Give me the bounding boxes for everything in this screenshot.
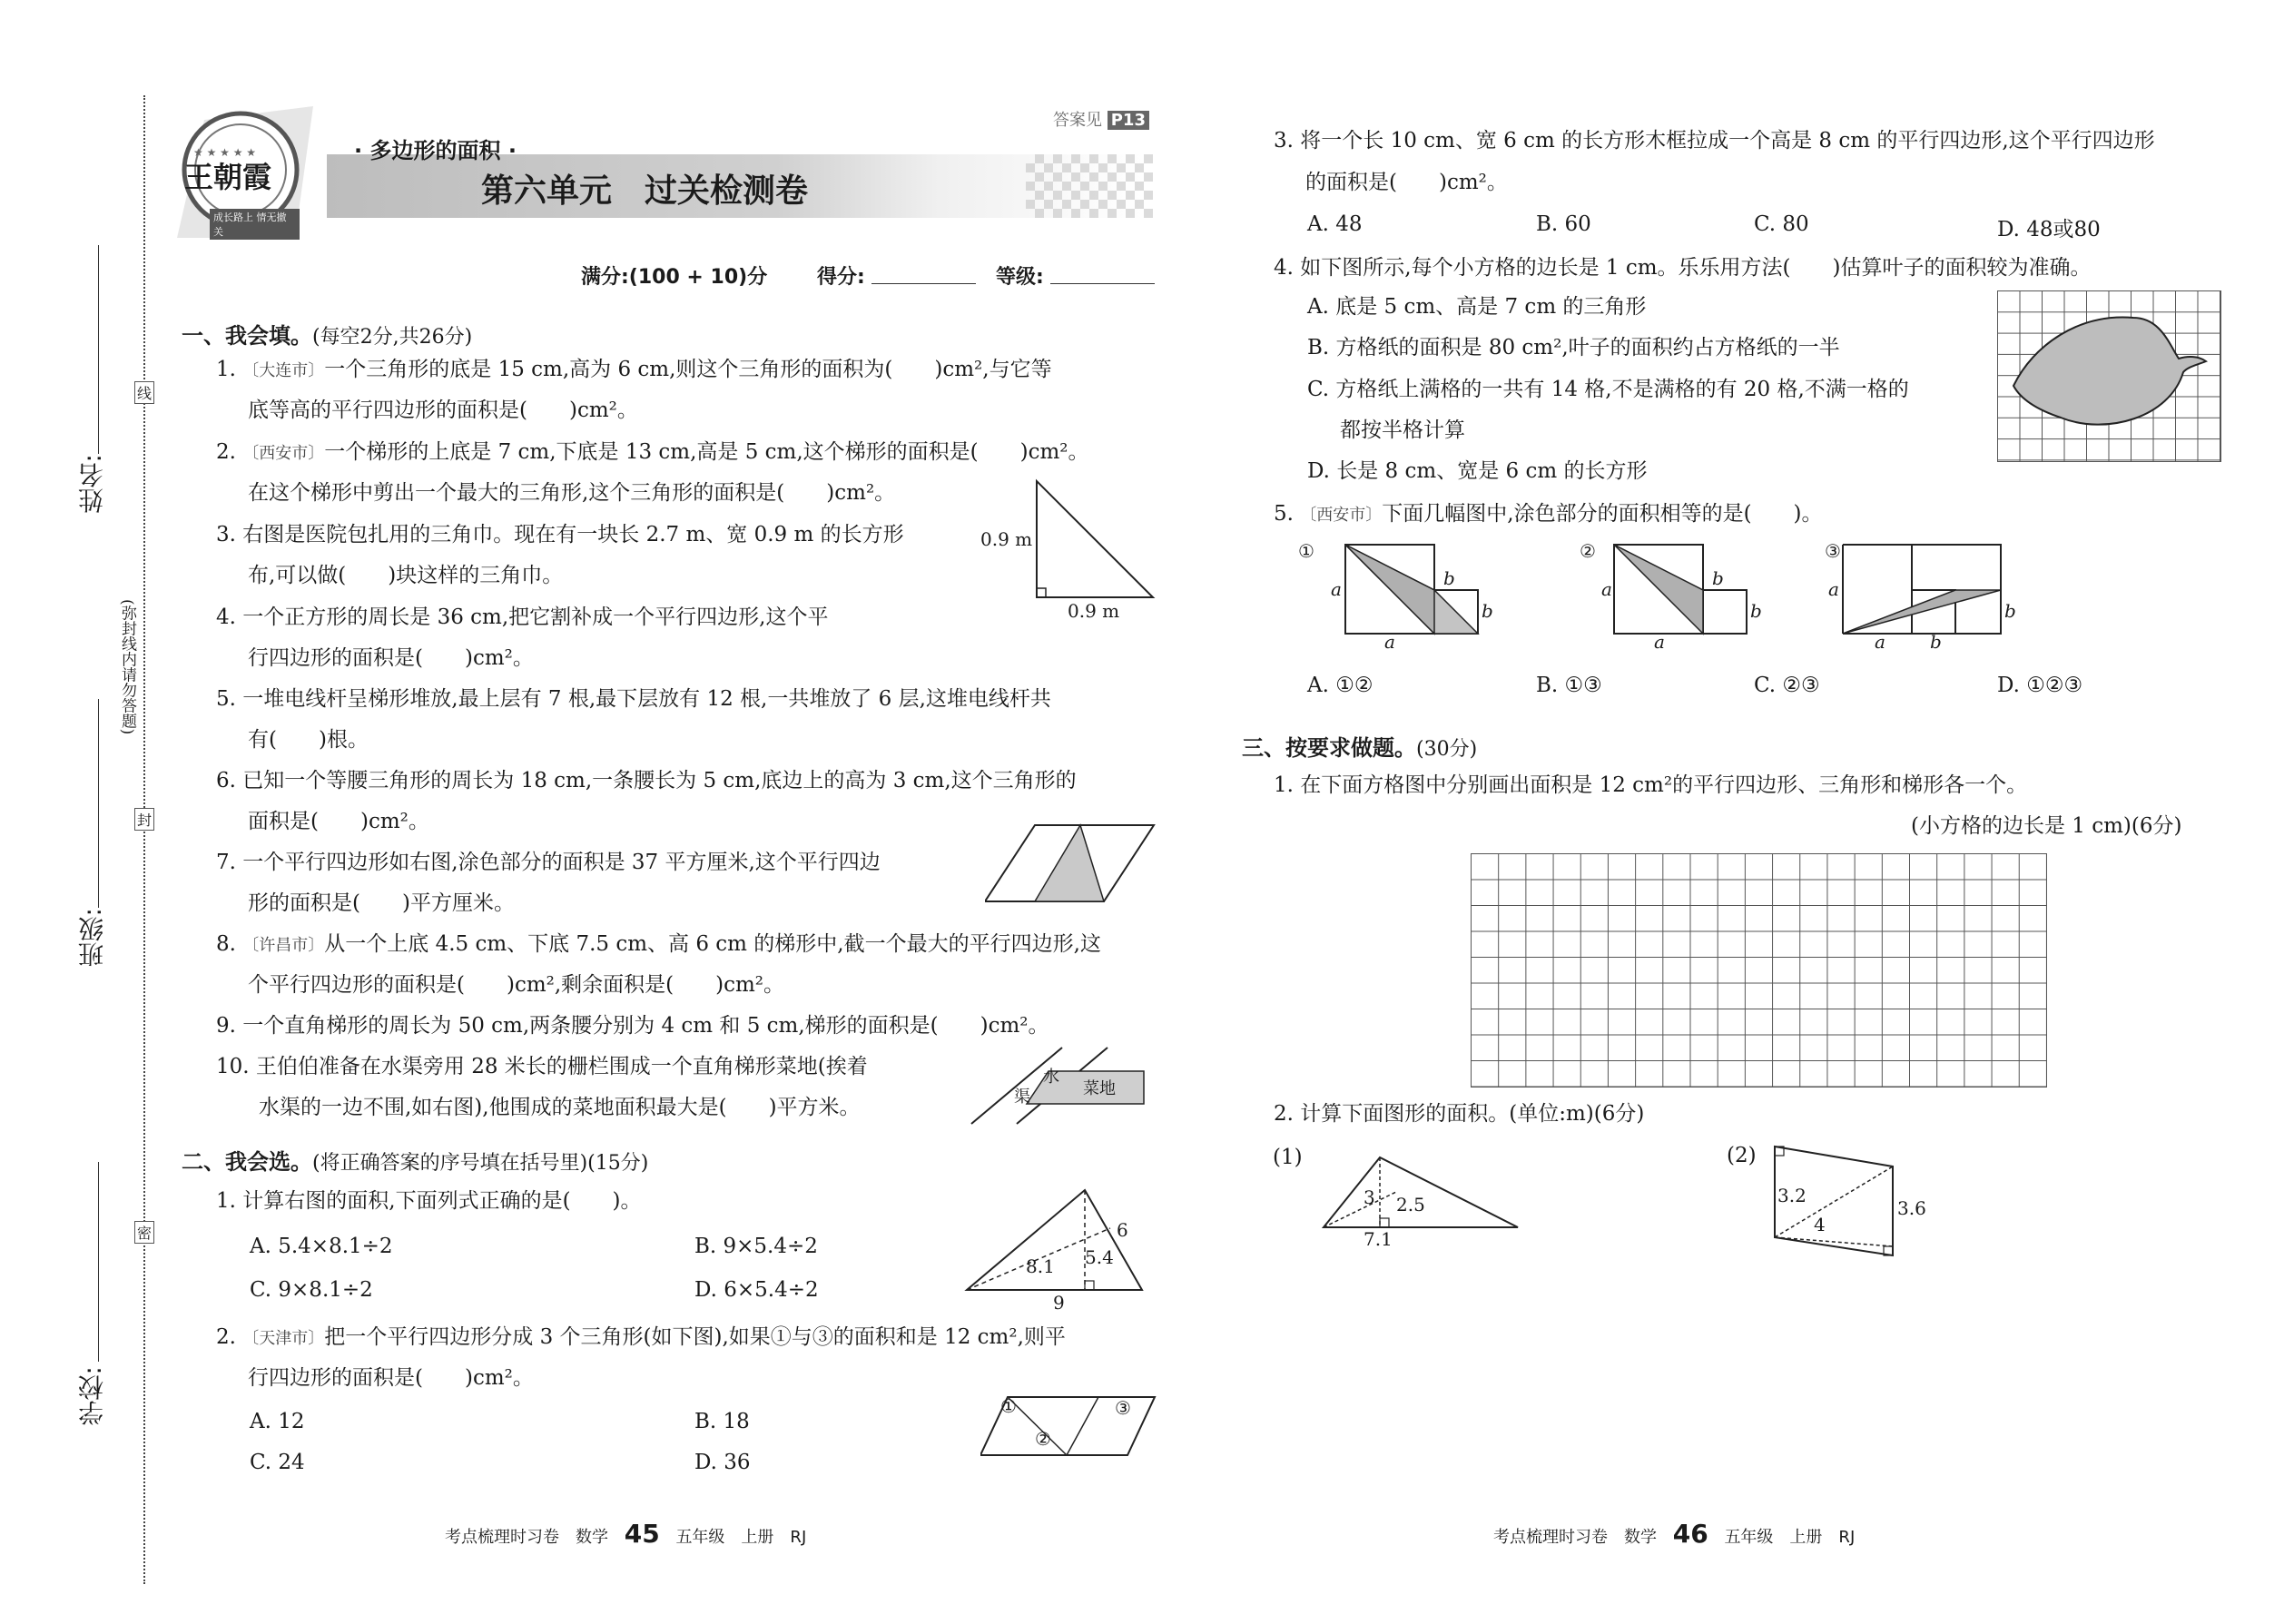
option-d[interactable]: D. 48或80: [1997, 218, 2101, 241]
question-number: 1.: [216, 1189, 236, 1213]
question-number: 4.: [216, 605, 236, 629]
footer-book: 考点梳理时习卷 数学: [1493, 1528, 1657, 1547]
fig5-b-right: b: [1482, 600, 1493, 622]
option-b[interactable]: B. ①③: [1536, 674, 1602, 697]
question-number: 4.: [1274, 256, 1294, 280]
figure-obtuse-triangle: [962, 1185, 1153, 1312]
question-1-8: [216, 930, 1101, 960]
figure-shaded-3: [1825, 540, 2033, 653]
fig5-b-top: b: [1712, 567, 1724, 589]
question-text: 一个三角形的底是 15 cm,高为 6 cm,则这个三角形的面积为( )cm²,与它等: [324, 358, 1052, 381]
fig-label-6: 6: [1117, 1219, 1128, 1241]
fig5-b-bottom: b: [1930, 631, 1942, 653]
option-c[interactable]: C. 方格纸上满格的一共有 14 格,不是满格的有 20 格,不满一格的: [1307, 378, 1909, 401]
figure-triangle-calc: [1316, 1148, 1525, 1248]
question-1-4: [216, 604, 828, 631]
option-c[interactable]: C. ②③: [1754, 674, 1820, 697]
fig5-a-bottom: a: [1875, 631, 1885, 653]
section2-note: (将正确答案的序号填在括号里)(15分): [312, 1152, 649, 1175]
seal-mark-seal: 封: [134, 808, 154, 831]
region-tag: 〔许昌市〕: [242, 936, 325, 955]
unit-subtitle: · 多边形的面积 ·: [354, 138, 517, 163]
question-1-6: [216, 767, 1077, 794]
question-text: 计算右图的面积,下面列式正确的是( )。: [242, 1189, 642, 1213]
logo-sub: 成长路上 情无撤关: [210, 209, 300, 240]
question-1-5: [216, 685, 1051, 713]
question-text: 已知一个等腰三角形的周长为 18 cm,一条腰长为 5 cm,底边上的高为 3 cm,这个三角形的: [242, 769, 1077, 792]
fig2-part-2: ②: [1035, 1428, 1051, 1450]
answer-ref-label: 答案见: [1053, 111, 1102, 130]
answer-ref-page: P13: [1108, 111, 1149, 130]
question-1-7-cont: 形的面积是( )平方厘米。: [248, 891, 515, 915]
question-text: 从一个上底 4.5 cm、下底 7.5 cm、高 6 cm 的梯形中,截一个最大的平行四边形,这: [324, 932, 1101, 956]
section3-title: [1242, 730, 1477, 762]
question-text: 一个正方形的周长是 36 cm,把它割补成一个平行四边形,这个平: [242, 605, 829, 629]
question-1-10: [216, 1053, 868, 1080]
question-number: 8.: [216, 932, 236, 956]
answer-ref: [1053, 107, 1149, 131]
fig2-part-1: ①: [1000, 1395, 1017, 1417]
drawing-grid[interactable]: [1471, 853, 2047, 1088]
school-label: 学校:: [77, 1366, 107, 1426]
figure-canal-field: [967, 1044, 1148, 1127]
section2-heading: 二、我会选。: [182, 1149, 312, 1175]
footer-left: [445, 1519, 806, 1549]
section1-heading: 一、我会填。: [182, 323, 312, 349]
question-text: 在下面方格图中分别画出面积是 12 cm²的平行四边形、三角形和梯形各一个。: [1300, 773, 2028, 797]
f1-side-label: 2.5: [1396, 1194, 1425, 1216]
fig5-b-right: b: [1750, 600, 1762, 622]
option-a[interactable]: A. 12: [250, 1410, 305, 1433]
question-number: 9.: [216, 1014, 236, 1038]
question-2-2: [216, 1324, 1066, 1353]
footer-right: [1493, 1519, 1855, 1549]
section1-note: (每空2分,共26分): [312, 326, 473, 349]
fig5-b-top: b: [1443, 567, 1455, 589]
question-1-4-cont: 行四边形的面积是( )cm²。: [248, 646, 534, 670]
score-field[interactable]: [871, 283, 976, 284]
grade-label: 等级:: [996, 266, 1044, 289]
option-a[interactable]: A. 底是 5 cm、高是 7 cm 的三角形: [1307, 295, 1647, 319]
question-number: 10.: [216, 1055, 250, 1078]
question-number: 7.: [216, 851, 236, 874]
question-text: 右图是医院包扎用的三角巾。现在有一块长 2.7 m、宽 0.9 m 的长方形: [242, 523, 904, 546]
question-2-2-cont: 行四边形的面积是( )cm²。: [248, 1366, 534, 1390]
section1-title: [182, 318, 472, 349]
question-number: 2.: [216, 440, 236, 464]
question-text: 王伯伯准备在水渠旁用 28 米长的栅栏围成一个直角梯形菜地(挨着: [255, 1055, 868, 1078]
question-text: 一个直角梯形的周长为 50 cm,两条腰分别为 4 cm 和 5 cm,梯形的面积是( )cm²。: [242, 1014, 1049, 1038]
fig5-a-left: a: [1828, 578, 1839, 600]
question-number: 5.: [216, 687, 236, 711]
name-label: 姓名:: [77, 454, 107, 514]
footer-grade: 五年级 上册 RJ: [675, 1528, 807, 1547]
question-1-2: [216, 438, 1089, 468]
fig10-canal-label: 渠: [1014, 1088, 1030, 1107]
question-text: 下面几幅图中,涂色部分的面积相等的是( )。: [1382, 502, 1823, 526]
page-title: 第六单元 过关检测卷: [481, 172, 809, 210]
option-c-cont: 都按半格计算: [1340, 418, 1465, 442]
name-field[interactable]: [98, 245, 99, 454]
question-2-4: [1274, 254, 2091, 281]
f1-base-label: 7.1: [1364, 1228, 1393, 1250]
question-1-1-cont: 底等高的平行四边形的面积是( )cm²。: [248, 399, 638, 422]
figure-parallelogram-three: [980, 1393, 1157, 1459]
question-number: 2.: [216, 1325, 236, 1349]
sub-question-2: (2): [1727, 1144, 1757, 1167]
region-tag: 〔西安市〕: [1300, 506, 1383, 525]
question-1-3-cont: 布,可以做( )块这样的三角巾。: [248, 564, 564, 587]
sub-question-1: (1): [1273, 1146, 1303, 1169]
question-1-7: [216, 849, 881, 876]
option-a[interactable]: A. 48: [1307, 212, 1363, 236]
sidebar: [0, 0, 154, 1624]
figure-triangle-bandage: [980, 472, 1162, 626]
question-1-2-cont: 在这个梯形中剪出一个最大的三角形,这个三角形的面积是( )cm²。: [248, 481, 896, 505]
region-tag: 〔西安市〕: [242, 444, 325, 463]
option-d[interactable]: D. 36: [694, 1451, 751, 1474]
question-text: 一堆电线杆呈梯形堆放,最上层有 7 根,最下层放有 12 根,一共堆放了 6 层,这堆电线杆共: [242, 687, 1051, 711]
fig5-a-bottom: a: [1654, 631, 1665, 653]
fig3-base-label: 0.9 m: [1068, 600, 1120, 622]
option-d[interactable]: D. 长是 8 cm、宽是 6 cm 的长方形: [1307, 459, 1648, 483]
question-text: 一个平行四边形如右图,涂色部分的面积是 37 平方厘米,这个平行四边: [242, 851, 881, 874]
option-c[interactable]: C. 80: [1754, 212, 1809, 236]
footer-book: 考点梳理时习卷 数学: [445, 1528, 608, 1547]
fig-label-8-1: 8.1: [1026, 1255, 1055, 1277]
fig5-b-right: b: [2004, 600, 2016, 622]
option-a[interactable]: A. 5.4×8.1÷2: [250, 1235, 393, 1258]
question-number: 3.: [216, 523, 236, 546]
fig-label-9: 9: [1053, 1292, 1065, 1314]
question-number: 3.: [1274, 129, 1294, 153]
fig5-number-2: ②: [1580, 540, 1596, 562]
question-number: 5.: [1274, 502, 1294, 526]
f2-label-3-6: 3.6: [1897, 1197, 1926, 1219]
question-1-3: [216, 521, 904, 548]
question-text: 计算下面图形的面积。(单位:m)(6分): [1300, 1102, 1645, 1126]
question-number: 6.: [216, 769, 236, 792]
option-b[interactable]: B. 方格纸的面积是 80 cm²,叶子的面积约占方格纸的一半: [1307, 336, 1840, 359]
seal-mark-line: 线: [134, 381, 154, 404]
f2-label-3-2: 3.2: [1777, 1185, 1807, 1206]
seal-mark-secret: 密: [134, 1221, 154, 1244]
page-number: 46: [1672, 1519, 1708, 1549]
shaded3-svg: [1825, 540, 2033, 649]
figure-quad-calc: [1770, 1139, 1934, 1266]
question-text: 如下图所示,每个小方格的边长是 1 cm。乐乐用方法( )估算叶子的面积较为准确。: [1300, 256, 2092, 280]
footer-grade: 五年级 上册 RJ: [1724, 1528, 1856, 1547]
question-2-3-cont: 的面积是( )cm²。: [1305, 171, 1508, 194]
question-2-3: [1274, 127, 2155, 154]
fig5-number-1: ①: [1298, 540, 1314, 562]
option-a[interactable]: A. ①②: [1307, 674, 1373, 697]
option-b[interactable]: B. 60: [1536, 212, 1591, 236]
parallelogram-svg: [985, 822, 1157, 905]
question-1-9: [216, 1012, 1049, 1039]
fig5-a-bottom: a: [1384, 631, 1395, 653]
figure-shaded-2: [1580, 540, 1788, 653]
school-field[interactable]: [98, 1162, 99, 1362]
question-1-8-cont: 个平行四边形的面积是( )cm²,剩余面积是( )cm²。: [248, 973, 785, 997]
score-label: 得分:: [817, 266, 865, 289]
f1-height-label: 3: [1364, 1186, 1375, 1208]
question-1-1: [216, 356, 1052, 385]
section2-title: [182, 1144, 648, 1176]
figure-parallelogram-shaded: [985, 822, 1157, 905]
fig3-height-label: 0.9 m: [980, 528, 1033, 550]
option-c[interactable]: C. 24: [250, 1451, 305, 1474]
region-tag: 〔天津市〕: [242, 1329, 325, 1348]
logo-text: 王朝霞: [184, 160, 272, 194]
title-checker: [1026, 154, 1153, 218]
question-2-5: [1274, 500, 1823, 529]
region-tag: 〔大连市〕: [242, 361, 325, 380]
fig5-number-3: ③: [1825, 540, 1841, 562]
fig-label-5-4: 5.4: [1085, 1246, 1114, 1268]
question-3-1-note: (小方格的边长是 1 cm)(6分): [1911, 814, 2182, 838]
fig2-part-3: ③: [1115, 1397, 1131, 1419]
question-3-1: [1274, 772, 2027, 799]
class-field[interactable]: [98, 699, 99, 908]
fig5-a-left: a: [1331, 578, 1342, 600]
seal-note: (弥封线内请勿答题): [118, 599, 136, 735]
option-b[interactable]: B. 18: [694, 1410, 750, 1433]
section3-heading: 三、按要求做题。: [1242, 735, 1416, 761]
dotted-cut-line: [143, 95, 145, 1584]
option-d[interactable]: D. ①②③: [1997, 674, 2083, 697]
full-score: 满分:(100 + 10)分: [581, 266, 768, 289]
grade-field[interactable]: [1050, 283, 1155, 284]
logo: [168, 102, 300, 238]
fig5-a-left: a: [1601, 578, 1612, 600]
question-2-1: [216, 1187, 642, 1215]
question-1-5-cont: 有( )根。: [248, 728, 369, 752]
option-c[interactable]: C. 9×8.1÷2: [250, 1278, 373, 1302]
f2-label-4: 4: [1814, 1214, 1826, 1235]
figure-shaded-1: [1298, 540, 1507, 653]
question-text: 将一个长 10 cm、宽 6 cm 的长方形木框拉成一个高是 8 cm 的平行四边形,这个平行四边形: [1300, 129, 2155, 153]
page-number: 45: [624, 1519, 660, 1549]
question-number: 1.: [216, 358, 236, 381]
class-label: 班级:: [77, 908, 107, 968]
option-b[interactable]: B. 9×5.4÷2: [694, 1235, 818, 1258]
figure-leaf-grid: [1997, 290, 2221, 462]
question-1-6-cont: 面积是( )cm²。: [248, 810, 429, 833]
question-text: 一个梯形的上底是 7 cm,下底是 13 cm,高是 5 cm,这个梯形的面积是( )cm²。: [324, 440, 1089, 464]
section3-note: (30分): [1416, 738, 1478, 761]
option-d[interactable]: D. 6×5.4÷2: [694, 1278, 819, 1302]
question-number: 2.: [1274, 1102, 1294, 1126]
question-1-10-cont: 水渠的一边不围,如右图),他围成的菜地面积最大是( )平方米。: [259, 1096, 861, 1119]
question-3-2: [1274, 1100, 1644, 1127]
question-number: 1.: [1274, 773, 1294, 797]
fig10-water-label: 水: [1043, 1068, 1059, 1087]
question-text: 把一个平行四边形分成 3 个三角形(如下图),如果①与③的面积和是 12 cm²,则平: [324, 1325, 1066, 1349]
svg-text:★ ★ ★ ★ ★: ★ ★ ★ ★ ★: [193, 146, 257, 159]
shaded1-svg: [1298, 540, 1507, 649]
fig10-field-label: 菜地: [1083, 1079, 1116, 1098]
leaf-svg: [1997, 290, 2220, 461]
